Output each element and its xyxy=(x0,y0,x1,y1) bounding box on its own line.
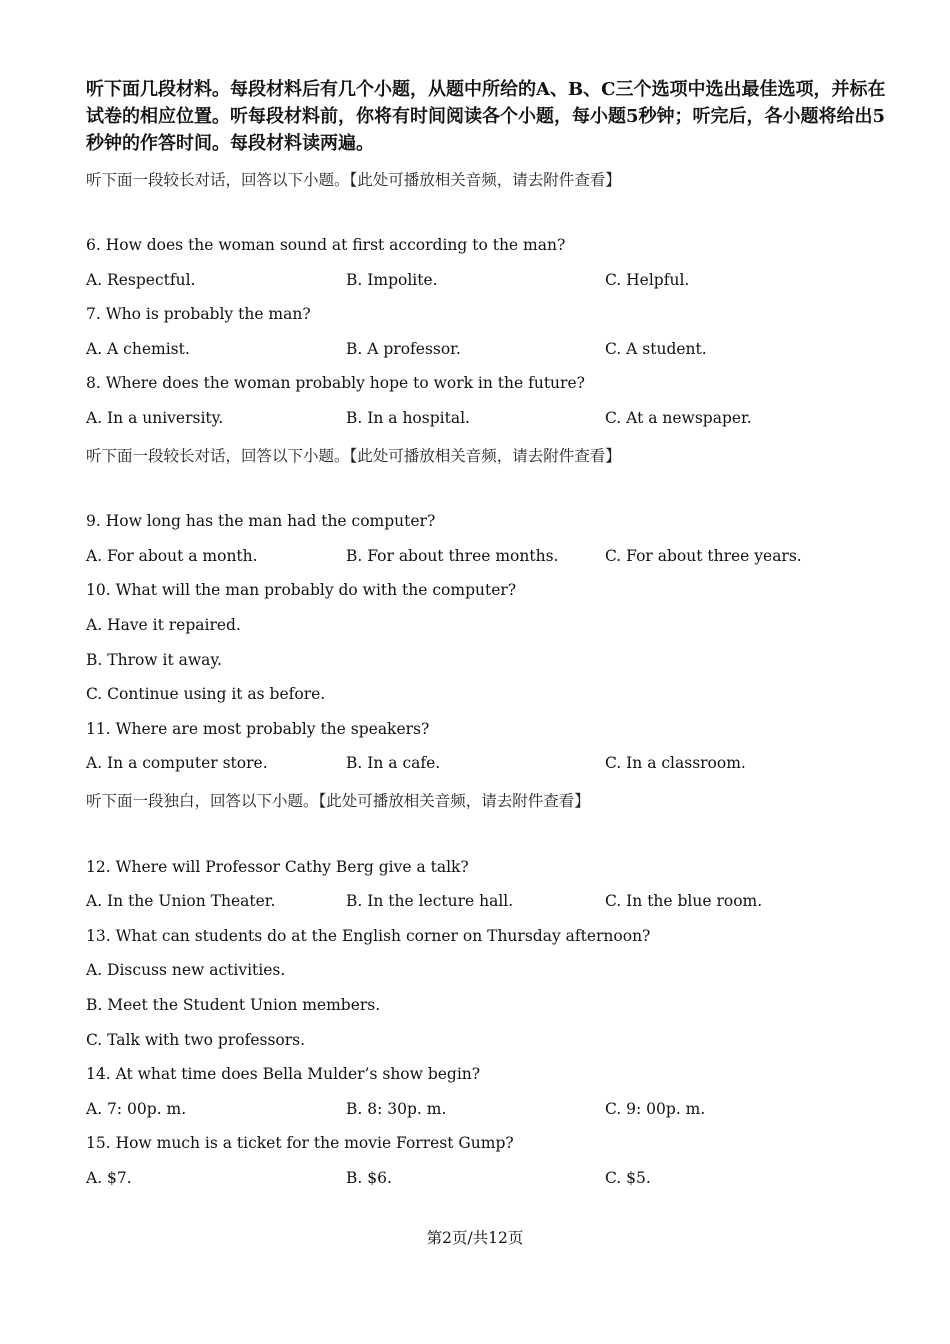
option-a: A. In a computer store. xyxy=(86,754,268,772)
option-c: C. Helpful. xyxy=(605,271,690,289)
section-note: 听下面一段较长对话，回答以下小题。【此处可播放相关音频，请去附件查看】 xyxy=(86,171,621,189)
question-9: 9. How long has the man had the computer? xyxy=(86,512,436,530)
question-15: 15. How much is a ticket for the movie Forrest Gump? xyxy=(86,1134,514,1152)
option-c: C. In a classroom. xyxy=(605,754,746,772)
option-c: C. At a newspaper. xyxy=(605,409,752,427)
option-b: B. In the lecture hall. xyxy=(346,892,514,910)
option-a: A. $7. xyxy=(86,1169,132,1187)
question-8: 8. Where does the woman probably hope to work in the future? xyxy=(86,374,585,392)
question-10: 10. What will the man probably do with the computer? xyxy=(86,581,517,599)
option-a: A. A chemist. xyxy=(86,340,190,358)
option-c: C. A student. xyxy=(605,340,707,358)
option-b: B. Impolite. xyxy=(346,271,438,289)
question-12: 12. Where will Professor Cathy Berg give a talk? xyxy=(86,858,469,876)
option-c: C. For about three years. xyxy=(605,547,802,565)
option-b: B. $6. xyxy=(346,1169,392,1187)
option-b: B. In a cafe. xyxy=(346,754,441,772)
option-a: A. In the Union Theater. xyxy=(86,892,276,910)
option-a: A. In a university. xyxy=(86,409,224,427)
section-note: 听下面一段独白，回答以下小题。【此处可播放相关音频，请去附件查看】 xyxy=(86,792,590,810)
option-b: B. In a hospital. xyxy=(346,409,470,427)
question-13: 13. What can students do at the English corner on Thursday afternoon? xyxy=(86,927,651,945)
option-c: C. Talk with two professors. xyxy=(86,1031,306,1049)
option-a: A. Discuss new activities. xyxy=(86,961,286,979)
option-b: B. 8: 30p. m. xyxy=(346,1100,447,1118)
question-7: 7. Who is probably the man? xyxy=(86,305,311,323)
option-c: C. Continue using it as before. xyxy=(86,685,326,703)
option-a: A. Have it repaired. xyxy=(86,616,241,634)
option-b: B. Meet the Student Union members. xyxy=(86,996,381,1014)
question-11: 11. Where are most probably the speakers? xyxy=(86,720,430,738)
option-c: C. In the blue room. xyxy=(605,892,763,910)
question-6: 6. How does the woman sound at first according to the man? xyxy=(86,236,566,254)
listening-instruction: 听下面几段材料。每段材料后有几个小题，从题中所给的A、B、C三个选项中选出最佳选项，并标在试卷的相应位置。听每段材料前，你将有时间阅读各个小题，每小题5秒钟；听完后，各小题将给出5秒钟的作答时间。每段材料读两遍。 xyxy=(86,79,886,154)
option-b: B. Throw it away. xyxy=(86,651,222,669)
option-a: A. Respectful. xyxy=(86,271,196,289)
option-c: C. $5. xyxy=(605,1169,651,1187)
option-b: B. A professor. xyxy=(346,340,461,358)
option-b: B. For about three months. xyxy=(346,547,559,565)
option-a: A. 7: 00p. m. xyxy=(86,1100,187,1118)
option-c: C. 9: 00p. m. xyxy=(605,1100,706,1118)
option-a: A. For about a month. xyxy=(86,547,258,565)
question-14: 14. At what time does Bella Mulder’s show begin? xyxy=(86,1065,481,1083)
page-number: 第2页/共12页 xyxy=(426,1229,524,1247)
section-note: 听下面一段较长对话，回答以下小题。【此处可播放相关音频，请去附件查看】 xyxy=(86,447,621,465)
